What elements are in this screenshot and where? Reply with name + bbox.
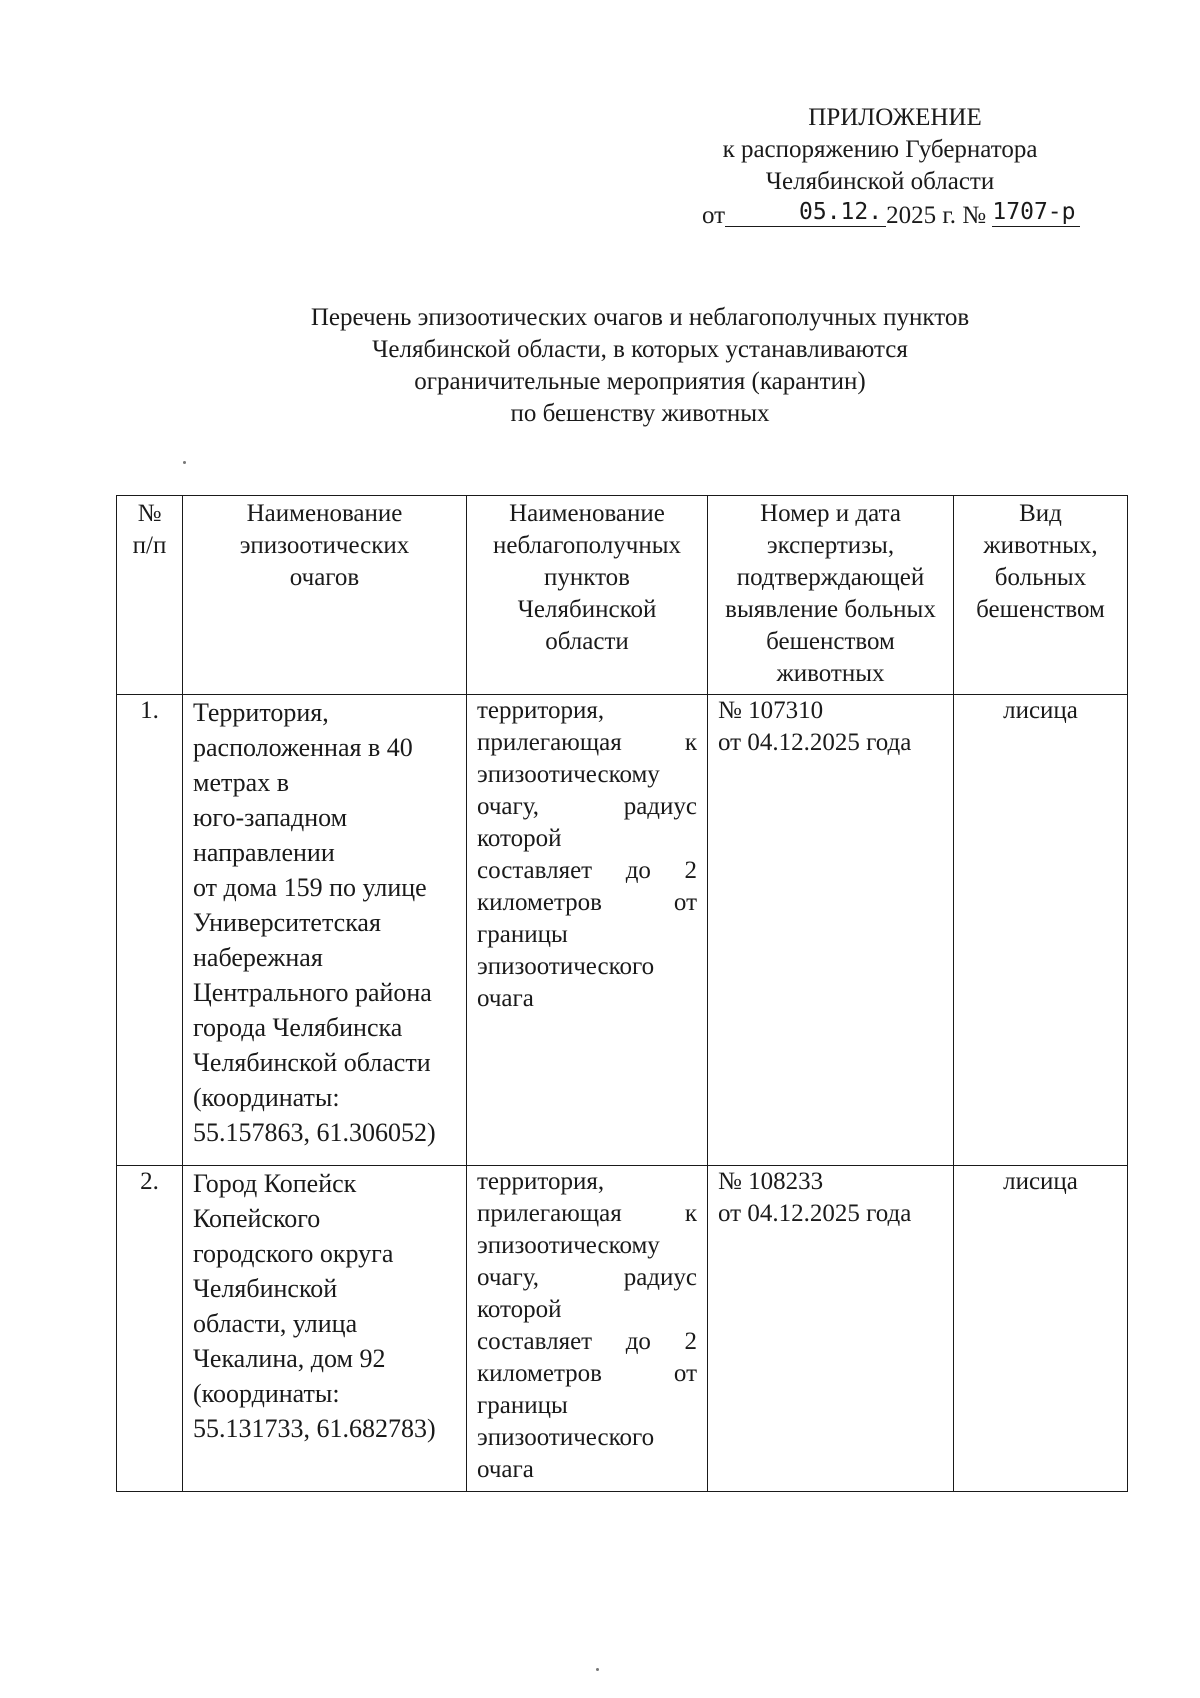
order-number: 1707-р [992,198,1080,227]
header-focus-name: Наименование эпизоотических очагов [183,496,467,695]
appendix-header [640,102,1120,198]
order-date: 05.12. [725,198,886,227]
order-year: 2025 г. № [886,202,987,229]
row-number: 1. [117,695,183,1166]
appendix-title: ПРИЛОЖЕНИЕ [808,104,982,131]
focus-cell: Город Копейск Копейского городского округа Челябинской области, улица Чекалина, дом 92 (координаты: 55.131733, 61.682783) [183,1166,467,1492]
title-line-1: Перечень эпизоотических очагов и неблагополучных пунктов [310,304,970,331]
scan-speck [596,1668,599,1671]
points-cell: территория, прилегающая к эпизоотическому очагу, радиус которой составляет до 2 километров от границы эпизоотического очага [467,695,708,1166]
title-line-3: ограничительные мероприятия (карантин) [414,368,866,395]
table-row [117,1166,1128,1492]
header-number: № п/п [117,496,183,695]
focus-cell: Территория, расположенная в 40 метрах в юго-западном направлении от дома 159 по улице Университетская набережная Центрального района города Челябинска Челябинской области (координаты: 55.157863, 61.306052) [183,695,467,1166]
animal-cell: лисица [954,1166,1128,1492]
title-line-2: Челябинской области, в которых устанавливаются [372,336,908,363]
row-number: 2. [117,1166,183,1492]
title-line-4: по бешенству животных [510,400,770,427]
order-date-number-line [702,200,1080,232]
appendix-line-1: к распоряжению Губернатора [722,136,1038,163]
table-row [117,695,1128,1166]
quarantine-table [116,495,1128,1492]
scan-speck [183,461,186,464]
header-examination: Номер и дата экспертизы, подтверждающей выявление больных бешенством животных [708,496,954,695]
points-cell: территория, прилегающая к эпизоотическому очагу, радиус которой составляет до 2 километров от границы эпизоотического очага [467,1166,708,1492]
table-header-row [117,496,1128,695]
examination-cell: № 108233 от 04.12.2025 года [708,1166,954,1492]
animal-cell: лисица [954,695,1128,1166]
examination-cell: № 107310 от 04.12.2025 года [708,695,954,1166]
appendix-line-2: Челябинской области [765,168,995,195]
document-title [200,302,1080,430]
order-prefix: от [702,202,726,229]
header-points-name: Наименование неблагополучных пунктов Челябинской области [467,496,708,695]
header-animal-type: Вид животных, больных бешенством [954,496,1128,695]
